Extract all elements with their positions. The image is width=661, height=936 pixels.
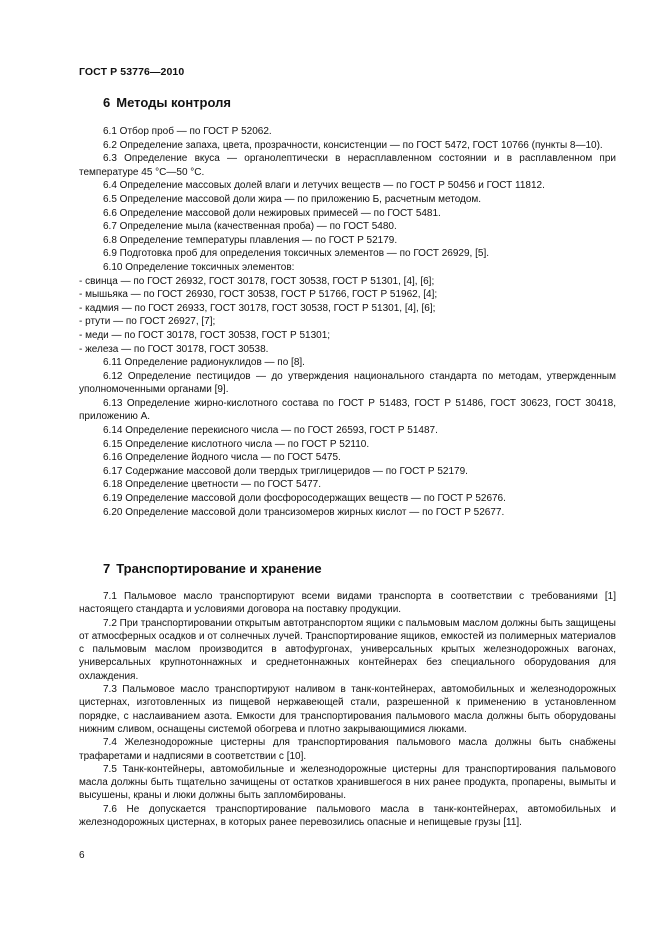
- paragraph: 6.4 Определение массовых долей влаги и летучих веществ — по ГОСТ Р 50456 и ГОСТ 11812.: [103, 180, 545, 192]
- list-item: - мышьяка — по ГОСТ 26930, ГОСТ 30538, ГОСТ Р 51766, ГОСТ Р 51962, [4];: [79, 289, 438, 301]
- paragraph: 6.5 Определение массовой доли жира — по приложению Б, расчетным методом.: [103, 193, 482, 205]
- section-7-title: Транспортирование и хранение: [116, 561, 322, 576]
- paragraph: 7.6 Не допускается транспортирование пальмового масла в танк-контейнерах, автомобильных и железнодорожных цистернах, в которых ранее перевозились опасные и непищевые грузы [11].: [79, 803, 616, 829]
- document-code: ГОСТ Р 53776—2010: [79, 66, 185, 78]
- paragraph: 7.2 При транспортировании открытым автотранспортом ящики с пальмовым маслом должны быть защищены от атмосферных осадков и от солнечных лучей. Транспортирование ящиков, емкостей из полимерных материалов с пальмовым маслом производится в автофургонах, универсальных крытых железнодорожных вагонах, универсальных крупнотоннажных и среднетоннажных контейнерах без специального оборудования для охлаждения.: [79, 617, 616, 682]
- section-6-heading: [103, 95, 231, 110]
- section-7-body: [79, 590, 616, 829]
- paragraph: 6.10 Определение токсичных элементов:: [103, 261, 295, 273]
- paragraph: 6.18 Определение цветности — по ГОСТ 5477.: [103, 479, 321, 491]
- list-item: - железа — по ГОСТ 30178, ГОСТ 30538.: [79, 343, 269, 355]
- paragraph: 6.16 Определение йодного числа — по ГОСТ 5475.: [103, 452, 341, 464]
- section-6-body: [79, 125, 616, 519]
- list-item: - кадмия — по ГОСТ 26933, ГОСТ 30178, ГОСТ 30538, ГОСТ Р 51301, [4], [6];: [79, 302, 436, 314]
- list-item: - свинца — по ГОСТ 26932, ГОСТ 30178, ГОСТ 30538, ГОСТ Р 51301, [4], [6];: [79, 275, 435, 287]
- paragraph: 6.13 Определение жирно-кислотного состава по ГОСТ Р 51483, ГОСТ Р 51486, ГОСТ 30623, ГОСТ 30418, приложению А.: [79, 397, 616, 423]
- paragraph: 6.19 Определение массовой доли фосфоросодержащих веществ — по ГОСТ Р 52676.: [103, 493, 506, 505]
- paragraph: 6.20 Определение массовой доли трансизомеров жирных кислот — по ГОСТ Р 52677.: [103, 506, 505, 518]
- list-item: - меди — по ГОСТ 30178, ГОСТ 30538, ГОСТ Р 51301;: [79, 329, 331, 341]
- section-6-title: Методы контроля: [116, 95, 231, 110]
- section-6-number: 6: [103, 95, 111, 110]
- page-number: 6: [79, 850, 85, 861]
- paragraph: 6.3 Определение вкуса — органолептически в нерасплавленном состоянии и в расплавленном при температуре 45 °С—50 °С.: [79, 153, 616, 178]
- section-7-heading: [103, 561, 322, 576]
- section-7-number: 7: [103, 561, 111, 576]
- paragraph: 7.1 Пальмовое масло транспортируют всеми видами транспорта в соответствии с требованиями [1] настоящего стандарта и условиями договора на поставку продукции.: [79, 591, 616, 616]
- paragraph: 7.3 Пальмовое масло транспортируют наливом в танк-контейнерах, автомобильных и железнодорожных цистернах, изготовленных из пищевой нержавеющей стали, разрешенной к применению в установленном порядке, с наслаиванием азота. Емкости для транспортирования пальмового масла должны быть оборудованы нижним сливом, оснащены системой обогрева и плотно закрывающимися люками.: [79, 684, 616, 735]
- paragraph: 6.15 Определение кислотного числа — по ГОСТ Р 52110.: [103, 438, 370, 450]
- paragraph: 7.4 Железнодорожные цистерны для транспортирования пальмового масла должны быть снабжены трафаретами и надписями в соответствии с [10].: [79, 737, 616, 762]
- paragraph: 6.12 Определение пестицидов — до утверждения национального стандарта по методам, утвержденным уполномоченными органами [9].: [79, 370, 616, 396]
- paragraph: 6.11 Определение радионуклидов — по [8].: [103, 357, 305, 369]
- paragraph: 6.6 Определение массовой доли нежировых примесей — по ГОСТ 5481.: [103, 207, 441, 219]
- paragraph: 6.1 Отбор проб — по ГОСТ Р 52062.: [103, 126, 272, 137]
- list-item: - ртути — по ГОСТ 26927, [7];: [79, 316, 216, 328]
- paragraph: 6.9 Подготовка проб для определения токсичных элементов — по ГОСТ 26929, [5].: [103, 248, 490, 260]
- paragraph: 7.5 Танк-контейнеры, автомобильные и железнодорожные цистерны для транспортирования пальмового масла должны быть тщательно зачищены от остатков хранившегося в них ранее продукта, пропарены, вымыты и высушены, краны и люки должны быть запломбированы.: [79, 763, 616, 802]
- paragraph: 6.7 Определение мыла (качественная проба) — по ГОСТ 5480.: [103, 221, 397, 233]
- paragraph: 6.14 Определение перекисного числа — по ГОСТ 26593, ГОСТ Р 51487.: [103, 425, 438, 437]
- paragraph: 6.17 Содержание массовой доли твердых триглицеридов — по ГОСТ Р 52179.: [103, 465, 468, 477]
- paragraph: 6.2 Определение запаха, цвета, прозрачности, консистенции — по ГОСТ 5472, ГОСТ 10766 (пункты 8—10).: [103, 139, 603, 151]
- paragraph: 6.8 Определение температуры плавления — по ГОСТ Р 52179.: [103, 234, 398, 246]
